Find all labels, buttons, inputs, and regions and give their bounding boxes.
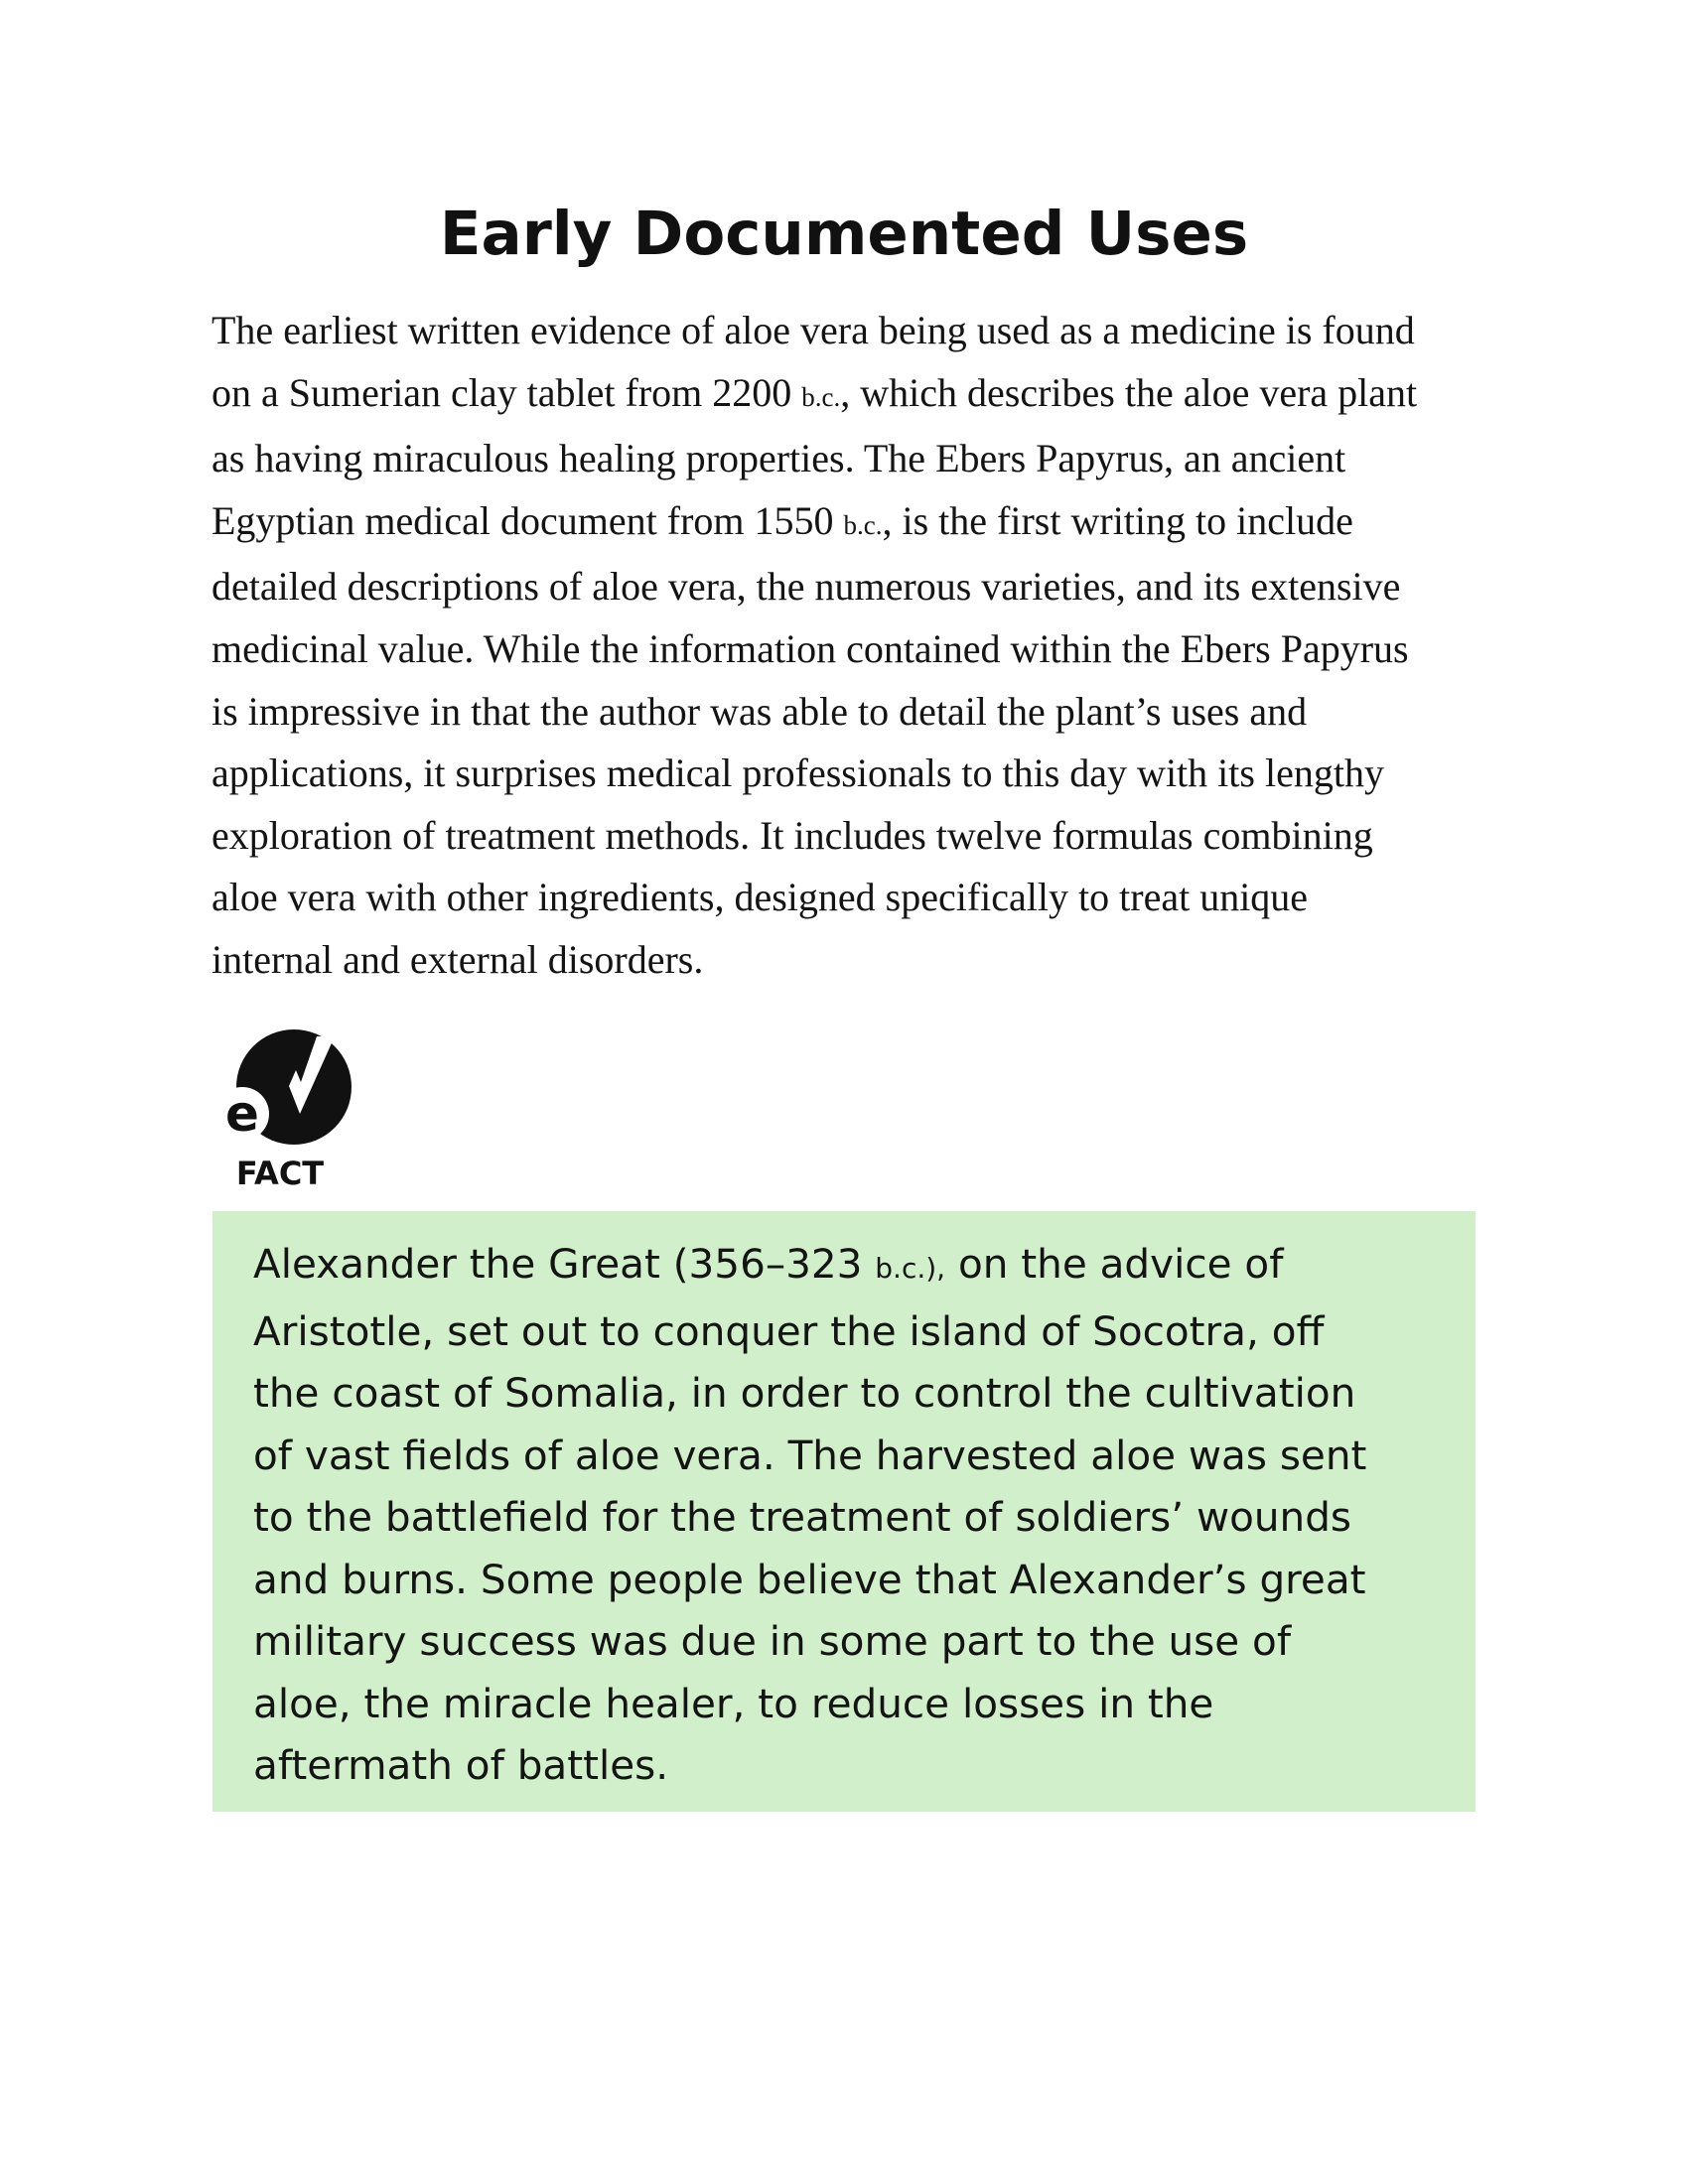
body-line: is impressive in that the author was able to detail the plant’s uses and	[211, 688, 1308, 734]
page-title: Early Documented Uses	[439, 199, 1249, 269]
body-line: applications, it surprises medical professionals to this day with its lengthy	[211, 751, 1384, 796]
fact-line: of vast fields of aloe vera. The harvested aloe was sent	[253, 1431, 1367, 1479]
checkmark-circle-icon	[216, 1028, 363, 1191]
fact-paragraph	[253, 1233, 1366, 1797]
fact-logo	[216, 1028, 363, 1191]
fact-callout-box	[212, 1211, 1476, 1812]
fact-line: the coast of Somalia, in order to control the cultivation	[253, 1369, 1356, 1417]
fact-line: aloe, the miracle healer, to reduce losses in the	[253, 1679, 1214, 1727]
body-line: medicinal value. While the information contained within the Ebers Papyrus	[211, 625, 1409, 671]
body-line-text: Egyptian medical document from 1550	[211, 497, 844, 543]
fact-line: Aristotle, set out to conquer the island of Socotra, off	[253, 1306, 1325, 1355]
body-line	[211, 362, 1502, 429]
fact-line-text: Alexander the Great (356–323	[253, 1240, 876, 1288]
body-line-text: , which describes the aloe vera plant	[840, 369, 1418, 415]
body-line: aloe vera with other ingredients, designed specifically to treat unique	[211, 875, 1309, 920]
fact-line: and burns. Some people believe that Alexander’s great	[253, 1555, 1366, 1603]
date-era-abbreviation: b.c.	[801, 381, 841, 412]
logo-letter: e	[225, 1085, 259, 1143]
body-paragraph	[211, 300, 1502, 992]
body-line: as having miraculous healing properties. The Ebers Papyrus, an ancient	[211, 436, 1346, 481]
body-line: detailed descriptions of aloe vera, the numerous varieties, and its extensive	[211, 564, 1401, 610]
logo-label: FACT	[235, 1155, 325, 1191]
body-line: The earliest written evidence of aloe vera being used as a medicine is found	[211, 308, 1415, 352]
body-line-text: on a Sumerian clay tablet from 2200	[211, 369, 802, 415]
fact-line-text: ),	[925, 1252, 946, 1285]
fact-line: aftermath of battles.	[253, 1741, 669, 1789]
fact-line-text: on the advice of	[945, 1240, 1284, 1288]
fact-line	[253, 1233, 1366, 1300]
body-line: exploration of treatment methods. It includes twelve formulas combining	[211, 812, 1373, 858]
fact-line: to the battlefield for the treatment of soldiers’ wounds	[253, 1493, 1351, 1541]
body-line: internal and external disorders.	[211, 936, 704, 982]
date-era-abbreviation: b.c.	[875, 1252, 926, 1285]
body-line-text: , is the first writing to include	[882, 497, 1353, 543]
body-line	[211, 490, 1502, 557]
date-era-abbreviation: b.c.	[843, 509, 883, 540]
fact-line: military success was due in some part to the use of	[253, 1617, 1292, 1665]
